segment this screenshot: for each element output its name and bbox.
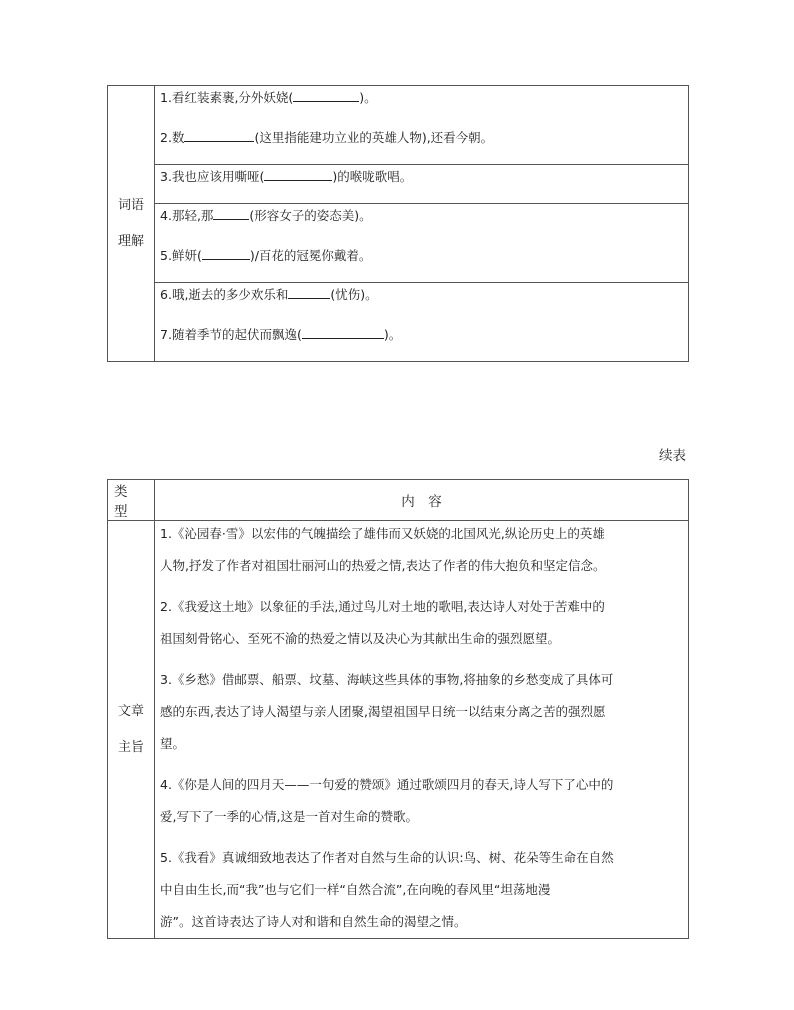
- theme-paragraph: [160, 842, 688, 938]
- answer-blank[interactable]: [264, 167, 332, 181]
- category-label-line: 理解: [117, 233, 144, 249]
- theme-paragraph-line: 人物,抒发了作者对祖国壮丽河山的热爱之情,表达了作者的伟大抱负和坚定信念。: [160, 558, 606, 573]
- theme-table: [107, 479, 689, 939]
- theme-paragraph-line: 5.《我看》真诚细致地表达了作者对自然与生命的认识:鸟、树、花朵等生命在自然: [160, 850, 614, 865]
- theme-paragraph-line: 3.《乡愁》借邮票、船票、坟墓、海峡这些具体的事物,将抽象的乡愁变成了具体可: [160, 672, 614, 687]
- category-label-line: 主旨: [117, 739, 144, 755]
- vocabulary-table: [107, 85, 689, 362]
- answer-blank[interactable]: [184, 128, 254, 142]
- theme-paragraph-line: 2.《我爱这土地》以象征的手法,通过鸟儿对土地的歌唱,表达诗人对处于苦难中的: [160, 599, 605, 614]
- header-type: 类 型: [108, 480, 155, 521]
- theme-paragraph: [160, 591, 688, 655]
- theme-paragraph-line: 中自由生长,而“我”也与它们一样“自然合流”,在向晚的春风里“坦荡地漫: [160, 882, 551, 897]
- vocab-item-4: 4.那轻,那 (形容女子的姿态美)。: [160, 208, 372, 223]
- theme-content-cell: [155, 521, 689, 939]
- answer-blank[interactable]: [293, 88, 359, 102]
- theme-paragraph: [160, 518, 688, 582]
- vocab-item-3: 3.我也应该用嘶哑( )的喉咙歌唱。: [160, 169, 413, 184]
- category-cell-theme: [108, 521, 155, 939]
- theme-paragraph-line: 1.《沁园春·雪》以宏伟的气魄描绘了雄伟而又妖娆的北国风光,纵论历史上的英雄: [160, 526, 605, 541]
- vocab-item-2: 2.数 (这里指能建功立业的英雄人物),还看今朝。: [160, 130, 494, 145]
- theme-paragraph: [160, 769, 688, 833]
- vocab-item-5: 5.鲜妍( )/百花的冠冕你戴着。: [160, 248, 372, 263]
- category-label-line: 词语: [117, 197, 144, 213]
- answer-blank[interactable]: [288, 285, 330, 299]
- vocab-item-6: 6.哦,逝去的多少欢乐和 (忧伤)。: [160, 287, 378, 302]
- theme-paragraph-line: 4.《你是人间的四月天——一句爱的赞颂》通过歌颂四月的春天,诗人写下了心中的: [160, 777, 614, 792]
- vocab-item-1: 1.看红装素裹,分外妖娆( )。: [160, 90, 377, 105]
- answer-blank[interactable]: [202, 246, 250, 260]
- vocab-group-4: [155, 283, 689, 362]
- theme-paragraph-line: 感的东西,表达了诗人渴望与亲人团聚,渴望祖国早日统一以结束分离之苦的强烈愿: [160, 704, 606, 719]
- continued-label: 续表: [659, 448, 686, 464]
- vocab-group-2: [155, 165, 689, 204]
- vocab-group-3: [155, 204, 689, 283]
- vocab-item-7: 7.随着季节的起伏而飘逸( )。: [160, 327, 402, 342]
- category-cell-vocabulary: [108, 86, 155, 362]
- vocab-group-1: [155, 86, 689, 165]
- answer-blank[interactable]: [213, 206, 249, 220]
- theme-paragraph-line: 望。: [160, 736, 186, 751]
- theme-paragraph: [160, 664, 688, 760]
- theme-paragraph-line: 祖国刻骨铭心、至死不渝的热爱之情以及决心为其献出生命的强烈愿望。: [160, 631, 561, 646]
- category-label-line: 文章: [117, 703, 144, 719]
- answer-blank[interactable]: [302, 325, 384, 339]
- theme-paragraphs: [160, 518, 688, 938]
- theme-paragraph-line: 游”。这首诗表达了诗人对和谐和自然生命的渴望之情。: [160, 914, 467, 929]
- theme-paragraph-line: 爱,写下了一季的心情,这是一首对生命的赞歌。: [160, 809, 418, 824]
- header-content: 内 容: [155, 480, 689, 521]
